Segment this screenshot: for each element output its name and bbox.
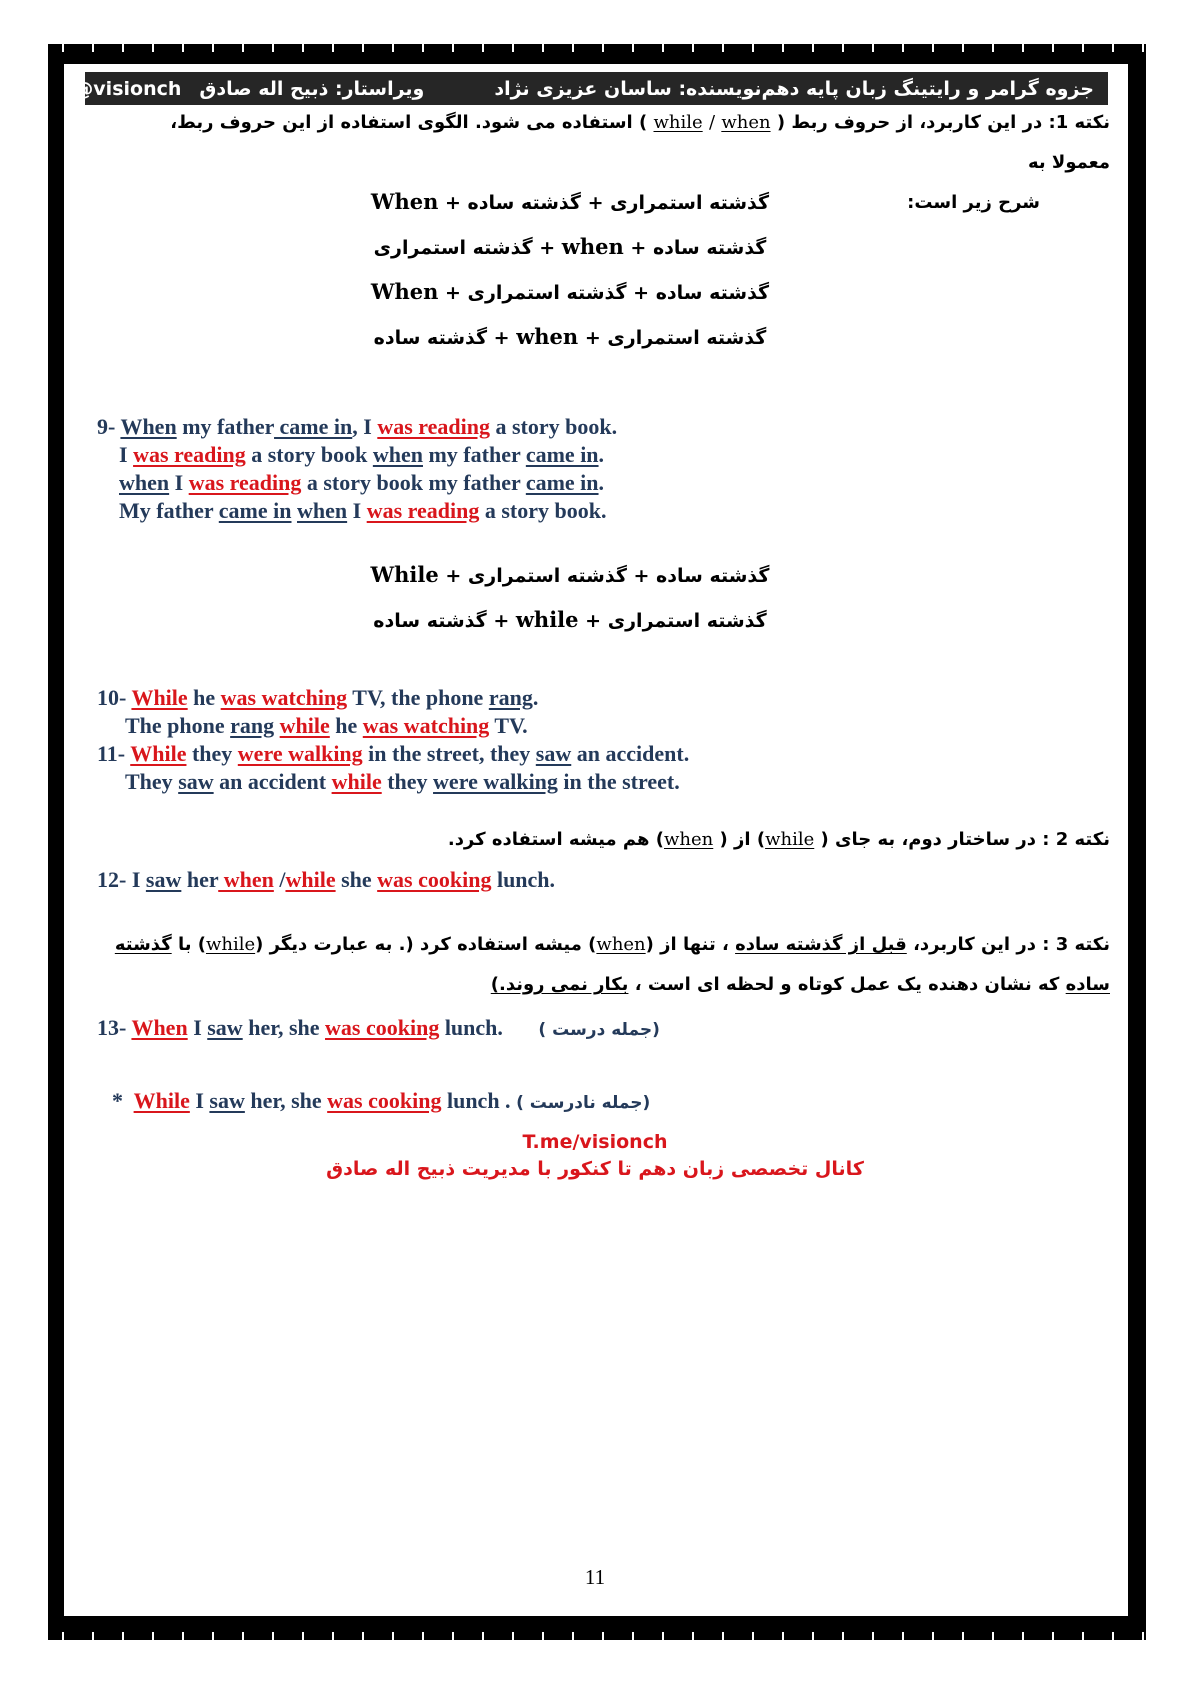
example-10-11 xyxy=(97,684,689,796)
note-1-text-cont: ) استفاده می شود. الگوی استفاده از این حروف ربط، معمولا به xyxy=(170,112,1110,173)
note-1-while: while xyxy=(653,112,703,133)
note-3-label: نکته 3 : xyxy=(1042,934,1110,955)
example-9-line-4: My father came in when I was reading a story book. xyxy=(119,498,607,523)
example-11-line-2: They saw an accident while they were walking in the street. xyxy=(125,769,680,794)
when-formula-list xyxy=(300,180,840,360)
correct-sentence-tag: (جمله درست ) xyxy=(538,1020,660,1040)
formula-row: گذشته استمراری + گذشته ساده + When xyxy=(370,189,770,214)
example-12: 12- I saw her when /while she was cooking lunch. xyxy=(97,867,556,892)
page-border-bottom-edge xyxy=(48,1632,1146,1640)
note-2-label: نکته 2 : xyxy=(1042,829,1110,850)
header-editor: ویراستار: ذبیح اله صادق xyxy=(199,77,425,100)
header-handle: @visionch xyxy=(74,77,182,100)
example-9 xyxy=(97,413,617,525)
while-formula-list xyxy=(300,553,840,643)
header-author: نویسنده: ساسان عزیزی نژاد xyxy=(494,77,762,100)
formula-row: گذشته استمراری + while + گذشته ساده xyxy=(373,607,767,632)
formula-row: گذشته ساده + گذشته استمراری + When xyxy=(370,279,770,304)
page-number: 11 xyxy=(584,1565,606,1589)
formula-row: گذشته استمراری + when + گذشته ساده xyxy=(373,324,767,349)
note-3: نکته 3 : در این کاربرد، قبل از گذشته ساده ، تنها از (when) میشه استفاده کرد (. به عبارت دیگر (while) با گذشته ساده که نشان دهنده یک عمل کوتاه و لحظه ای است ، بکار نمی روند.) xyxy=(114,934,1110,995)
example-13: 13- When I saw her, she was cooking lunch. (جمله درست ) xyxy=(97,1014,660,1044)
channel-description: کانال تخصصی زبان دهم تا کنکور با مدیریت ذبیح اله صادق xyxy=(326,1158,864,1180)
channel-link[interactable]: T.me/visionch xyxy=(522,1131,668,1153)
example-9-line-2: I was reading a story book when my father came in. xyxy=(119,442,605,467)
note-1-text-line2: شرح زیر است: xyxy=(907,192,1040,213)
note-2: نکته 2 : در ساختار دوم، به جای ( while) از ( when) هم میشه استفاده کرد. xyxy=(447,829,1110,850)
example-13-incorrect: * While I saw her, she was cooking lunch . (جمله نادرست ) xyxy=(112,1087,650,1117)
page-border-top-edge xyxy=(48,44,1146,52)
header-title: جزوه گرامر و رایتینگ زبان پایه دهم xyxy=(761,77,1094,100)
note-1-slash: / xyxy=(708,112,716,133)
example-10-line-2: The phone rang while he was watching TV. xyxy=(125,713,528,738)
note-1-label: نکته 1: xyxy=(1048,112,1110,133)
incorrect-sentence-tag: (جمله نادرست ) xyxy=(516,1093,651,1113)
example-11-line-1: 11- While they were walking in the street, they saw an accident. xyxy=(97,741,690,766)
example-10-line-1: 10- While he was watching TV, the phone rang. xyxy=(97,685,539,710)
note-2-while: while xyxy=(765,829,815,850)
formula-row: گذشته ساده + گذشته استمراری + While xyxy=(370,562,770,587)
formula-row: گذشته ساده + when + گذشته استمراری xyxy=(373,234,767,259)
note-1-when: when xyxy=(721,112,771,133)
note-2-when: when xyxy=(664,829,714,850)
example-9-line-1: 9- When my father came in, I was reading a story book. xyxy=(97,414,618,439)
document-header xyxy=(74,72,1108,105)
note-1-text: در این کاربرد، از حروف ربط ( xyxy=(776,112,1043,133)
example-9-line-3: when I was reading a story book my father came in. xyxy=(119,470,605,495)
